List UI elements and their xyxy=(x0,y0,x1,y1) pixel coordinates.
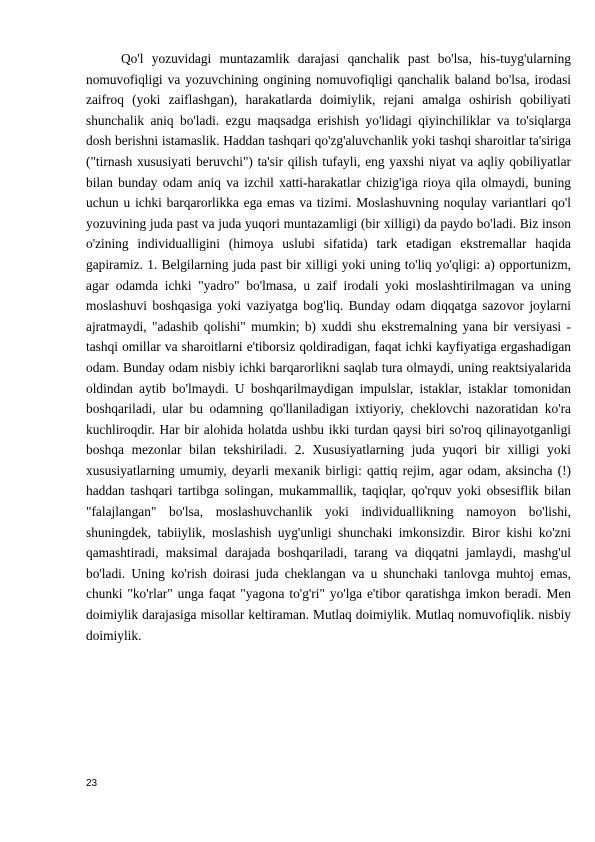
body-paragraph: Qo'l yozuvidagi muntazamlik darajasi qanchalik past bo'lsa, his-tuyg'ularning nomuvofiqligi va yozuvchining ongining nomuvofiqligi qanchalik baland bo'lsa, irodasi zaifroq (yoki zaiflashgan), harakatlarda doimiylik, rejani amalga oshirish qobiliyati shunchalik aniq bo'ladi. ezgu maqsadga erishish yo'lidagi qiyinchiliklar va to'siqlarga dosh berishni istamaslik. Haddan tashqari qo'zg'aluvchanlik yoki tashqi sharoitlar ta'siriga ("tirnash xususiyati beruvchi") ta'sir qilish tufayli, eng yaxshi niyat va aqliy qobiliyatlar bilan bunday odam aniq va izchil xatti-harakatlar chizig'iga rioya qila olmaydi, buning uchun u ichki barqarorlikka ega emas va tizimi. Moslashuvning noqulay variantlari qo'l yozuvining juda past va juda yuqori muntazamligi (bir xilligi) da paydo bo'ladi. Biz inson o'zining individualligini (himoya uslubi sifatida) tark etadigan ekstremallar haqida gapiramiz. 1. Belgilarning juda past bir xilligi yoki uning to'liq yo'qligi: a) opportunizm, agar odamda ichki "yadro" bo'lmasa, u zaif irodali yoki moslashtirilmagan va uning moslashuvi boshqasiga yoki vaziyatga bog'liq. Bunday odam diqqatga sazovor joylarni ajratmaydi, "adashib qolishi" mumkin; b) xuddi shu ekstremalning yana bir versiyasi - tashqi omillar va sharoitlarni e'tiborsiz qoldiradigan, faqat ichki kayfiyatiga ergashadigan odam. Bunday odam nisbiy ichki barqarorlikni saqlab tura olmaydi, uning reaktsiyalarida oldindan aytib bo'lmaydi. U boshqarilmaydigan impulslar, istaklar, istaklar tomonidan boshqariladi, ular bu odamning qo'llaniladigan ixtiyoriy, cheklovchi nazoratidan ko'ra kuchliroqdir. Har bir alohida holatda ushbu ikki turdan qaysi biri so'roq qilinayotganligi boshqa mezonlar bilan tekshiriladi. 2. Xususiyatlarning juda yuqori bir xilligi yoki xususiyatlarning umumiy, deyarli mexanik birligi: qattiq rejim, agar odam, aksincha (!) haddan tashqari tartibga solingan, mukammallik, taqiqlar, qo'rquv yoki obsesiflik bilan "falajlangan" bo'lsa, moslashuvchanlik yoki individuallikning namoyon bo'lishi, shuningdek, tabiiylik, moslashish uyg'unligi shunchaki imkonsizdir. Biror kishi ko'zni qamashtiradi, maksimal darajada boshqariladi, tarang va diqqatni jamlaydi, mashg'ul bo'ladi. Uning ko'rish doirasi juda cheklangan va u shunchaki tanlovga muhtoj emas, chunki "ko'rlar" unga faqat "yagona to'g'ri" yo'lga e'tibor qaratishga imkon beradi. Men doimiylik darajasiga misollar keltiraman. Mutlaq doimiylik. Mutlaq nomuvofiqlik. nisbiy doimiylik. xyxy=(86,51,571,643)
page-number: 23 xyxy=(86,778,98,789)
